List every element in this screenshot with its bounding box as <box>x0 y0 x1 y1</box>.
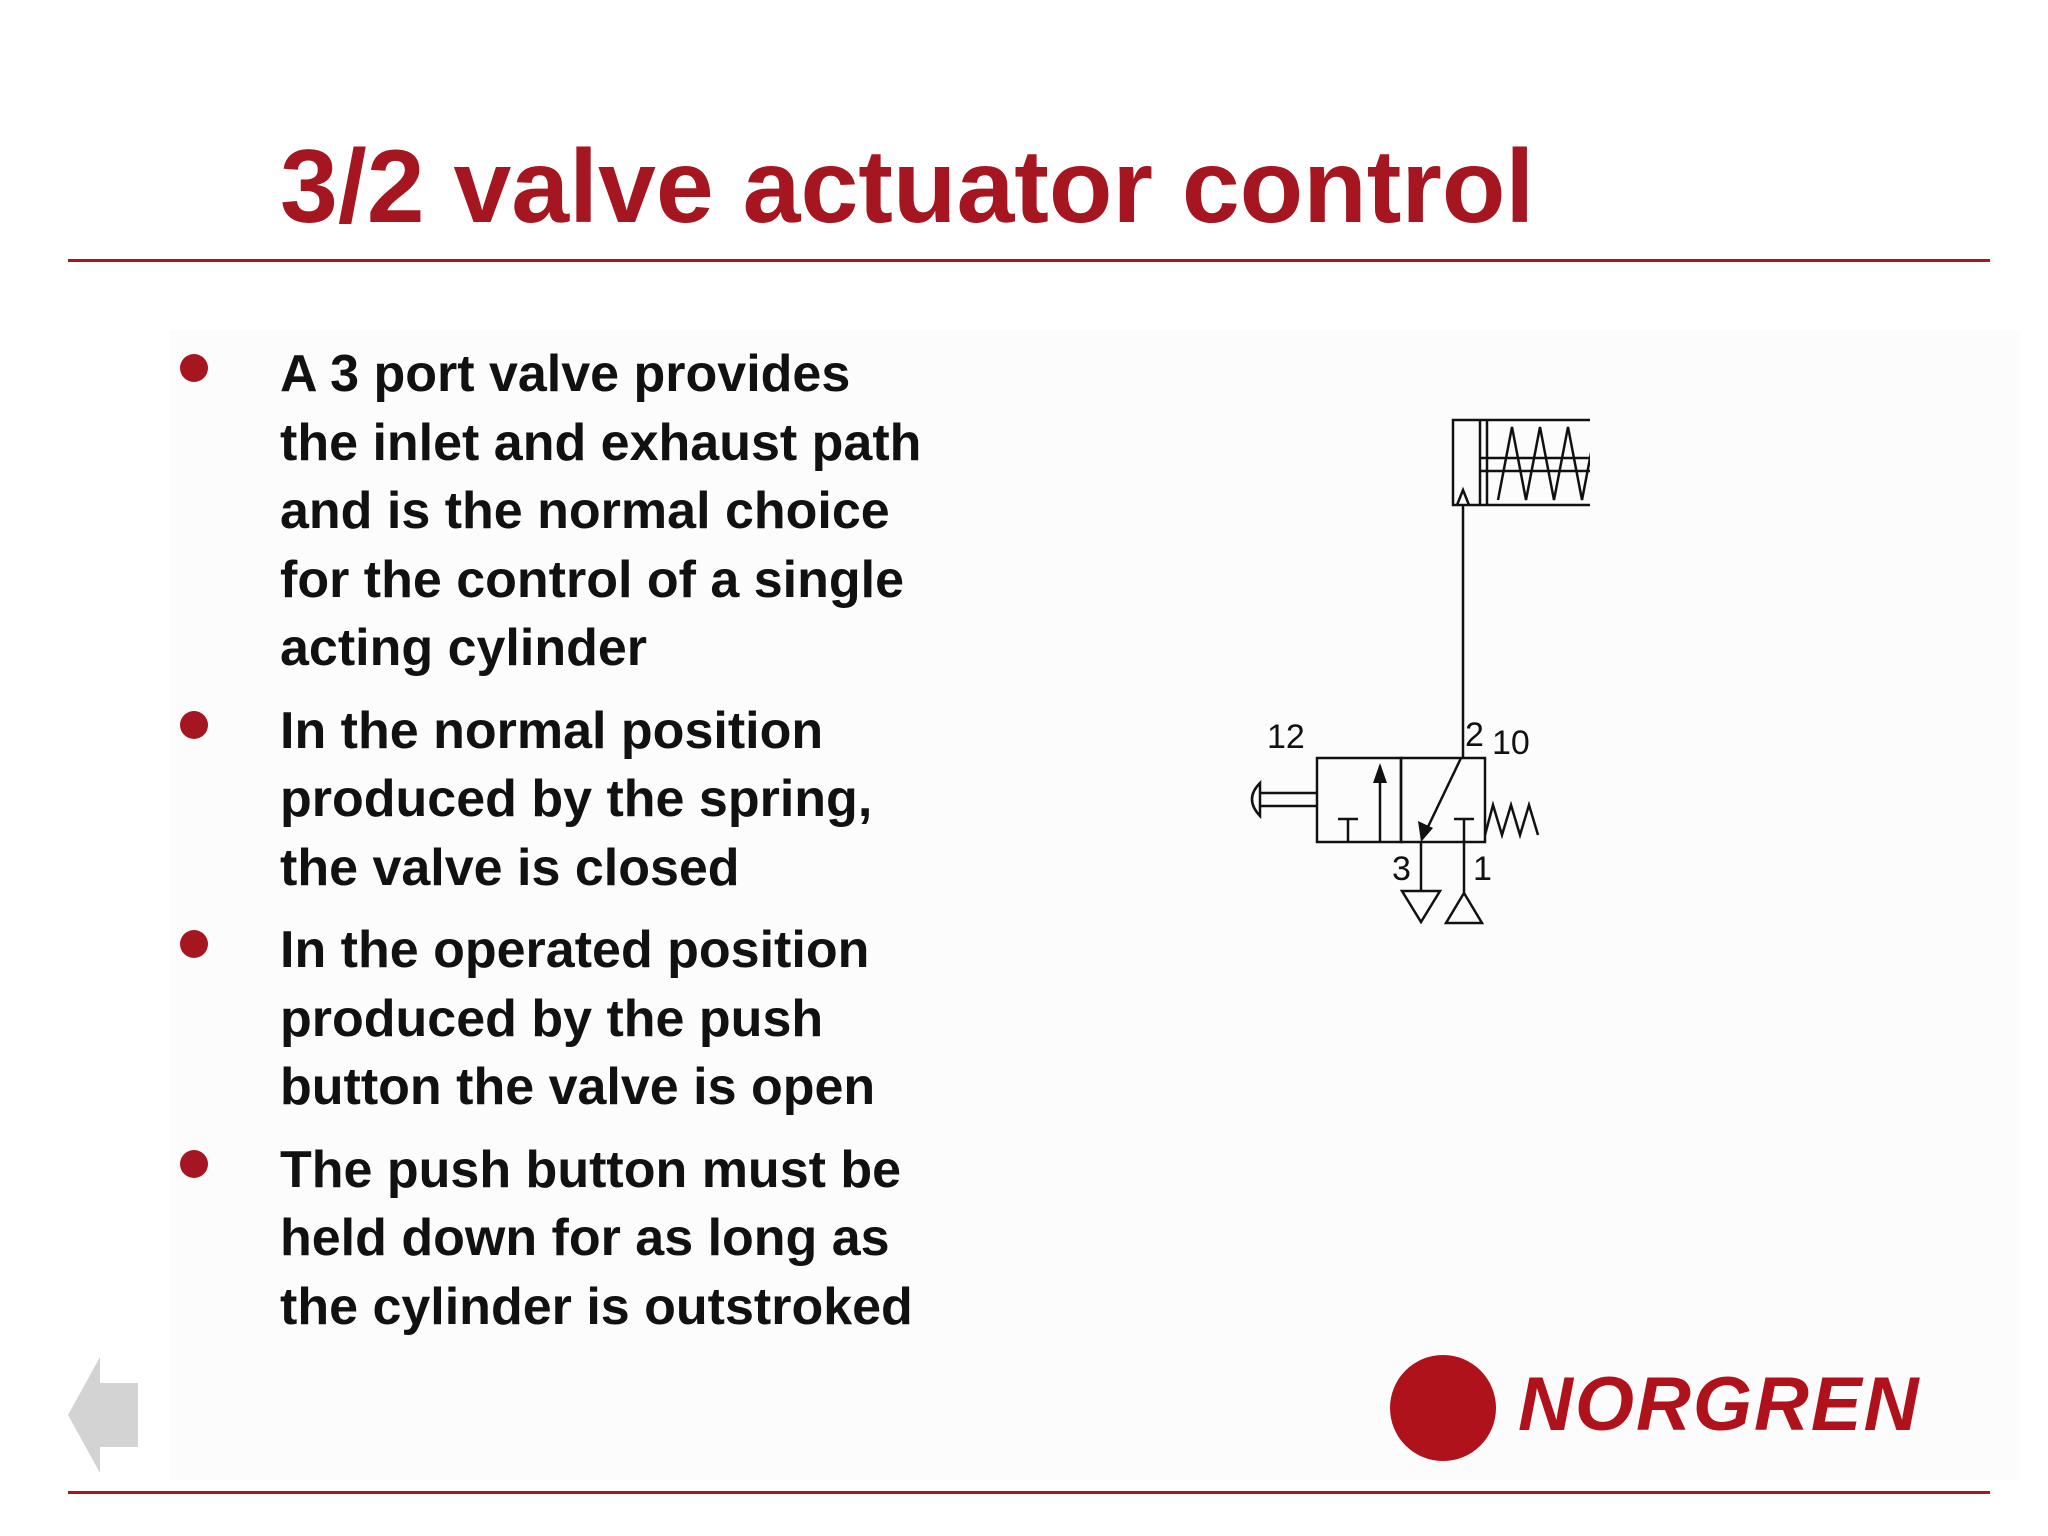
push-button-actuator <box>1252 783 1317 816</box>
single-acting-cylinder <box>1453 420 1590 523</box>
back-arrow-icon[interactable] <box>68 1355 140 1475</box>
return-spring-icon <box>1485 805 1538 835</box>
bullet-item <box>170 340 1070 683</box>
title-divider <box>68 259 1990 262</box>
bullet-text: A 3 port valve provides the inlet and exhaust path and is the normal choice for the control of a single acting cylinder <box>280 345 922 677</box>
norgren-logo <box>1390 1355 1990 1475</box>
bullet-dot-icon <box>180 1150 208 1178</box>
bullet-list <box>170 340 1070 1355</box>
port-label-3: 3 <box>1392 850 1411 888</box>
valve-3-2 <box>1317 758 1485 842</box>
valve-right-square <box>1401 758 1485 842</box>
cylinder-port-icon <box>1457 490 1469 505</box>
footer-divider <box>68 1491 1990 1494</box>
exhaust-symbol-icon <box>1402 891 1440 922</box>
logo-wordmark: NORGREN <box>1518 1362 1921 1447</box>
slide-title: 3/2 valve actuator control <box>280 129 1535 245</box>
bullet-item <box>170 1136 1070 1342</box>
port-label-2: 2 <box>1465 716 1484 754</box>
push-button-icon <box>1252 783 1260 816</box>
bullet-dot-icon <box>180 930 208 958</box>
pressure-source-icon <box>1446 893 1482 923</box>
valve-flow-arrow-icon <box>1373 763 1387 783</box>
valve-left-square <box>1317 758 1401 842</box>
bullet-text: In the operated position produced by the push button the valve is open <box>280 921 876 1116</box>
logo-circle-icon <box>1390 1355 1496 1461</box>
bullet-dot-icon <box>180 354 208 382</box>
pneumatic-circuit-diagram <box>1230 405 1590 945</box>
back-arrow-shape <box>68 1357 138 1473</box>
bullet-text: The push button must be held down for as long as the cylinder is outstroked <box>280 1140 913 1336</box>
bullet-item <box>170 916 1070 1122</box>
cylinder-spring-icon <box>1498 427 1590 500</box>
port-label-12: 12 <box>1267 718 1305 756</box>
port-label-1: 1 <box>1473 850 1492 888</box>
valve-exhaust-arrow-icon <box>1418 821 1433 842</box>
bullet-item <box>170 697 1070 903</box>
bullet-text: In the normal position produced by the spring, the valve is closed <box>280 701 873 897</box>
bullet-dot-icon <box>180 711 208 739</box>
port-label-10: 10 <box>1492 724 1530 762</box>
